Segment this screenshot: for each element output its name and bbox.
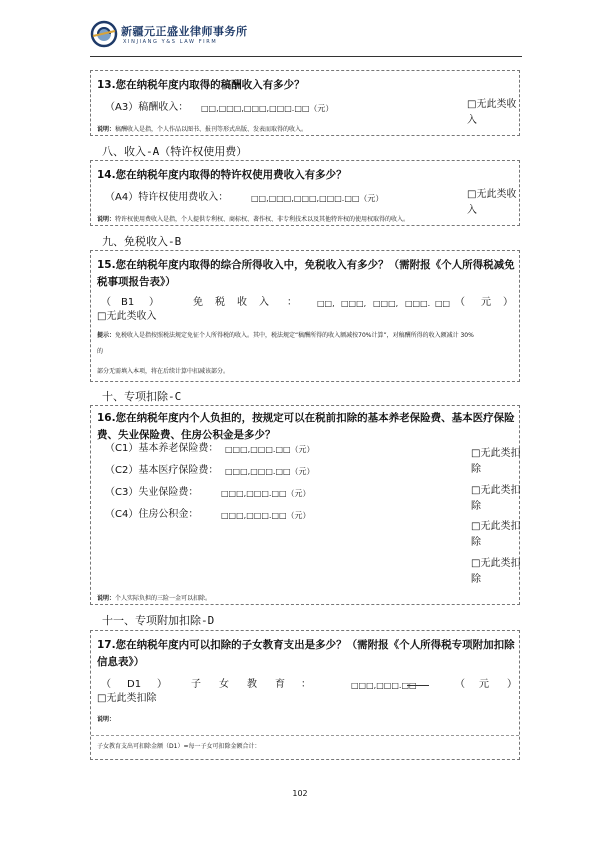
q16-c1-amount-field[interactable]: □□□,□□□.□□（元） (225, 445, 315, 454)
q15-box (90, 250, 520, 382)
q16-c2-amount-field[interactable]: □□□,□□□.□□（元） (225, 467, 315, 476)
q16-c1-none-checkbox[interactable]: □无此类扣除 (471, 448, 521, 475)
q16-note (97, 594, 211, 603)
q14-note (97, 215, 409, 224)
q15-amount-part[interactable]: □□ (435, 299, 451, 308)
q15-item-char: 免 (193, 297, 203, 308)
q15-none-checkbox[interactable]: □无此类收入 (97, 311, 157, 322)
q17-item-char: ） (157, 679, 167, 690)
q16-question: 16.您在纳税年度内个人负担的，按规定可以在税前扣除的基本养老保险费、基本医疗保险费、失业保险费、住房公积金是多少？ (97, 412, 515, 441)
q15-note-line3: 部分无需填入本项，将在后续计算中扣减该部分。 (97, 368, 230, 375)
q15-item-char: ： (287, 297, 297, 308)
q14-item-label: （A4）特许权使用费收入： (105, 192, 229, 203)
q15-unit-char: ） (503, 297, 513, 308)
q17-note: 子女教育支出可扣除金额（D1）=每一子女可扣除金额合计： (97, 743, 261, 750)
section-11-heading: 十一、专项附加扣除-D (102, 614, 215, 627)
q17-amount-field[interactable]: □□□,□□□.□□ (351, 681, 417, 690)
q15-amount-part[interactable]: □□□, (373, 299, 399, 308)
q16-c4-amount-field[interactable]: □□□,□□□.□□（元） (221, 511, 311, 520)
q15-note (97, 331, 474, 340)
q13-note-text: 稿酬收入是指，个人作品以图书、报刊等形式出版、发表而取得的收入。 (115, 126, 308, 133)
q17-item-char: 女 (219, 679, 229, 690)
logo-english: XINJIANG Y&S LAW FIRM (123, 39, 218, 45)
q16-c4-label: （C4）住房公积金： (105, 509, 199, 520)
section-10-heading: 十、专项扣除-C (102, 390, 182, 403)
logo-chinese: 新疆元正盛业律师事务所 (121, 25, 248, 38)
q16-c4-none-checkbox[interactable]: □无此类扣除 (471, 558, 521, 585)
q15-question: 15.您在纳税年度内取得的综合所得收入中，免税收入有多少？（需附报《个人所得税减免税事项报告表》） (97, 259, 515, 288)
q17-strike-line (407, 685, 429, 686)
q13-note-label: 说明： (97, 126, 116, 133)
q17-item-code: D1 (127, 679, 142, 690)
q16-c2-label: （C2）基本医疗保险费： (105, 465, 219, 476)
q15-amount-part[interactable]: □□□, (341, 299, 367, 308)
q17-box (90, 630, 520, 760)
q15-unit-char: （ (455, 297, 465, 308)
section-9-heading: 九、免税收入-B (102, 235, 182, 248)
q17-item-char: ： (301, 679, 311, 690)
q16-c3-label: （C3）失业保险费： (105, 487, 199, 498)
q17-note-label-text: 说明： (97, 716, 116, 723)
q13-none-checkbox[interactable]: □无此类收入 (467, 99, 517, 126)
q15-item-char: 税 (215, 297, 225, 308)
q13-amount-field[interactable]: □□,□□□,□□□,□□□.□□（元） (201, 104, 334, 113)
q15-item-char: ） (149, 297, 159, 308)
q16-c3-none-checkbox[interactable]: □无此类扣除 (471, 521, 521, 548)
page-number: 102 (292, 789, 308, 798)
q13-question: 13.您在纳税年度内取得的稿酬收入有多少？ (97, 79, 305, 91)
q17-none-checkbox[interactable]: □无此类扣除 (97, 693, 157, 704)
firm-emblem-icon (90, 20, 118, 48)
q16-c1-label: （C1）基本养老保险费： (105, 443, 219, 454)
header-rule (90, 56, 522, 57)
q13-note (97, 125, 307, 134)
q14-question: 14.您在纳税年度内取得的特许权使用费收入有多少？ (97, 169, 347, 181)
q14-amount-field[interactable]: □□,□□□,□□□,□□□.□□（元） (251, 194, 384, 203)
q15-amount-part[interactable]: □□□. (405, 299, 431, 308)
q17-item-char: 育 (275, 679, 285, 690)
q16-box (90, 405, 520, 605)
q15-note-cont: 的 (97, 348, 104, 355)
q17-item-char: 教 (247, 679, 257, 690)
q15-item-char: 收 (237, 297, 247, 308)
q16-note-label: 说明： (97, 595, 116, 602)
q15-item-char: 入 (259, 297, 269, 308)
q17-item-char: （ (101, 679, 111, 690)
q17-unit-char: 元 (479, 679, 489, 690)
q17-unit-char: ） (507, 679, 517, 690)
q17-item-char: 子 (191, 679, 201, 690)
q17-note-label (97, 715, 115, 724)
q14-note-text: 特许权使用费收入是指，个人提供专利权、商标权、著作权、非专利技术以及其他特许权的使用权取得的收入。 (115, 216, 410, 223)
q15-note-text: 免税收入是指按照税法规定免征个人所得税的收入。其中，税法规定“稿酬所得的收入额减按70%计算”，对稿酬所得的收入额减计 30% (115, 332, 474, 339)
q14-none-checkbox[interactable]: □无此类收入 (467, 189, 517, 216)
q15-unit-char: 元 (481, 297, 491, 308)
firm-logo (90, 20, 250, 50)
q16-note-text: 个人实际负担的三险一金可以扣除。 (115, 595, 212, 602)
q13-box (90, 70, 520, 136)
q17-unit-char: （ (455, 679, 465, 690)
q16-c2-none-checkbox[interactable]: □无此类扣除 (471, 485, 521, 512)
q15-note-label: 提示： (97, 332, 116, 339)
q17-inner-divider (91, 735, 519, 736)
section-8-heading: 八、收入-A（特许权使用费） (102, 145, 248, 158)
q14-box (90, 160, 520, 226)
q15-amount-part[interactable]: □□, (317, 299, 335, 308)
q13-item-label: （A3）稿酬收入： (105, 102, 189, 113)
q15-item-char: （ (101, 297, 111, 308)
q14-note-label: 说明： (97, 216, 116, 223)
q15-item-code: B1 (121, 297, 135, 308)
q17-question: 17.您在纳税年度内可以扣除的子女教育支出是多少？（需附报《个人所得税专项附加扣除信息表》） (97, 639, 515, 668)
q16-c3-amount-field[interactable]: □□□,□□□.□□（元） (221, 489, 311, 498)
